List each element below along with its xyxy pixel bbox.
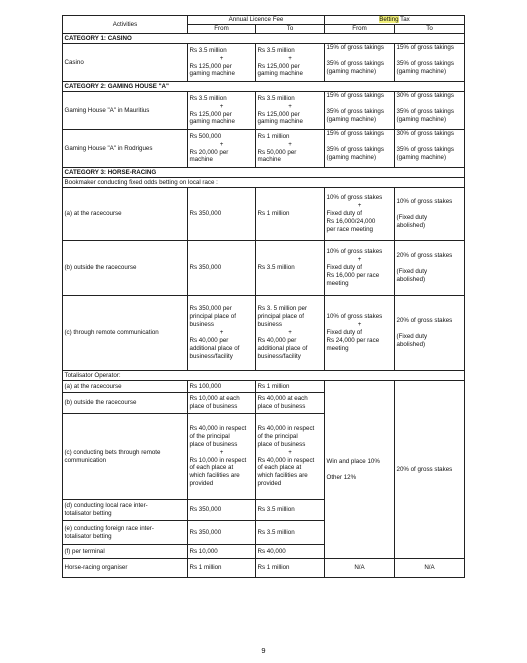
activity-label: Gaming House "A" in Mauritius xyxy=(63,92,188,130)
table-row xyxy=(63,44,465,82)
cell-line: gaming machine xyxy=(257,70,303,78)
cell-line: totalisator betting xyxy=(64,532,112,540)
tax-from-cell: N/A xyxy=(325,559,395,578)
cell-line: Rs 3. 5 million per xyxy=(257,305,308,313)
cell-line: business/facility xyxy=(189,352,233,360)
activity-label: (a) at the racecourse xyxy=(63,188,188,241)
cell-line: 35% of gross takings xyxy=(396,59,454,67)
activity-label xyxy=(63,521,188,545)
fee-to-cell: Rs 1 million xyxy=(256,381,325,393)
fee-from-cell: Rs 350,000 xyxy=(188,241,256,296)
cell-line: Rs 16,000/24,000 xyxy=(326,217,376,225)
cell-line: Rs 16,000 per race xyxy=(326,271,380,279)
cell-line: (Fixed duty xyxy=(396,214,428,222)
cell-line: (d) conducting local race inter- xyxy=(64,502,148,510)
betting-highlight: Betting xyxy=(379,16,399,24)
cell-line: Rs 3.5 million xyxy=(257,46,295,54)
cell-line: Rs 40,000 in respect xyxy=(257,456,315,464)
cell-line: place of business xyxy=(257,440,306,448)
cell-line: Fixed duty of xyxy=(326,210,362,218)
table-row xyxy=(63,381,465,393)
cell-line: provided xyxy=(189,480,214,488)
table-row xyxy=(63,92,465,130)
tax-to-cell xyxy=(395,92,465,130)
cell-line: Rs 24,000 per race xyxy=(326,336,380,344)
page-number: 9 xyxy=(261,646,266,655)
cell-line: 35% of gross takings xyxy=(326,59,384,67)
cell-line: (gaming machine) xyxy=(326,153,377,161)
cell-line: Rs 40,000 in respect xyxy=(257,424,315,432)
fee-from-cell: Rs 350,000 xyxy=(188,188,256,241)
cell-line: abolished) xyxy=(396,340,426,348)
fee-from-cell xyxy=(188,296,256,371)
subheading-row xyxy=(63,371,465,381)
cell-line: provided xyxy=(257,480,282,488)
tax-from-cell xyxy=(325,92,395,130)
cell-line: Rs 3.5 million xyxy=(189,94,227,102)
cell-line: additional place of xyxy=(257,344,308,352)
fee-from-header: From xyxy=(188,25,256,34)
cell-line: 15% of gross takings xyxy=(396,44,454,51)
cell-line: 15% of gross takings xyxy=(326,92,384,99)
category-gaming-house: CATEGORY 2: GAMING HOUSE "A" xyxy=(63,82,465,92)
cell-line: 10% of gross stakes xyxy=(326,313,383,321)
subheading-row xyxy=(63,178,465,188)
fee-from-cell xyxy=(188,44,256,82)
cell-line: business xyxy=(257,321,282,329)
cell-line: of the principal xyxy=(189,432,230,440)
cell-line: Rs 40,000 at each xyxy=(257,395,308,403)
cell-line: Rs 1 million xyxy=(257,132,290,140)
cell-line: Fixed duty of xyxy=(326,329,362,337)
fee-from-cell xyxy=(188,130,256,168)
cell-line: Rs 3.5 million xyxy=(189,46,227,54)
licence-fee-header: Annual Licence Fee xyxy=(188,16,325,25)
tax-to-cell: N/A xyxy=(395,559,465,578)
tax-from-header: From xyxy=(325,25,395,34)
tax-from-cell xyxy=(325,130,395,168)
betting-tax-header xyxy=(325,16,465,25)
cell-line: + xyxy=(288,102,292,110)
cell-line: + xyxy=(288,54,292,62)
cell-line: Other 12% xyxy=(326,473,357,481)
totalisator-heading: Totalisator Operator: xyxy=(63,371,465,381)
activities-header: Activities xyxy=(63,16,188,34)
cell-line: Rs 10,000 at each xyxy=(189,395,240,403)
fee-from-cell xyxy=(188,393,256,414)
fee-from-cell: Rs 350,000 xyxy=(188,500,256,521)
activity-label: Horse-racing organiser xyxy=(63,559,188,578)
cell-line: Rs 50,000 per xyxy=(257,148,297,156)
cell-line: 30% of gross takings xyxy=(396,130,454,137)
cell-line: Win and place 10% xyxy=(326,457,380,465)
cell-line: place of business xyxy=(189,440,238,448)
fee-to-cell xyxy=(256,414,325,500)
cell-line: Rs 40,000 per xyxy=(257,336,297,344)
category-horse-racing: CATEGORY 3: HORSE-RACING xyxy=(63,168,465,178)
cell-line: Rs 40,000 in respect xyxy=(189,424,247,432)
cell-line: principal place of xyxy=(189,313,236,321)
cell-line: Rs 350,000 per xyxy=(189,305,232,313)
activity-label: Gaming House "A" in Rodrigues xyxy=(63,130,188,168)
cell-line: 15% of gross takings xyxy=(326,130,384,137)
cell-line: Rs 125,000 per xyxy=(189,110,232,118)
table-row xyxy=(63,130,465,168)
cell-line: + xyxy=(219,140,224,148)
fee-to-cell: Rs 3.5 million xyxy=(256,521,325,545)
cell-line: of each place at xyxy=(189,464,234,472)
table-row xyxy=(63,241,465,296)
cell-line: of each place at xyxy=(257,464,302,472)
cell-line: + xyxy=(357,202,362,210)
tax-from-cell xyxy=(325,241,395,296)
tax-from-cell xyxy=(325,188,395,241)
tax-from-cell xyxy=(325,44,395,82)
cell-line: + xyxy=(219,448,224,456)
fee-from-cell xyxy=(188,414,256,500)
cell-line: (Fixed duty xyxy=(396,268,428,276)
tax-to-cell xyxy=(395,44,465,82)
cell-line: 10% of gross stakes xyxy=(326,194,383,202)
activity-label: (b) outside the racecourse xyxy=(63,393,188,414)
tax-from-cell xyxy=(325,296,395,371)
cell-line: + xyxy=(288,140,292,148)
cell-line: 10% of gross stakes xyxy=(326,248,383,256)
cell-line: + xyxy=(357,256,362,264)
cell-line: business xyxy=(189,321,214,329)
category-row xyxy=(63,82,465,92)
cell-line: 35% of gross takings xyxy=(326,107,384,115)
cell-line: (c) conducting bets through remote xyxy=(64,448,161,456)
fee-to-cell: Rs 3.5 million xyxy=(256,500,325,521)
cell-line: principal place of xyxy=(257,313,304,321)
cell-line: (e) conducting foreign race inter- xyxy=(64,524,154,532)
cell-line: additional place of xyxy=(189,344,240,352)
licence-fee-table xyxy=(62,15,465,578)
cell-line: (gaming machine) xyxy=(326,115,377,123)
cell-line: Rs 10,000 in respect xyxy=(189,456,247,464)
tax-word: Tax xyxy=(398,16,410,24)
category-casino: CATEGORY 1: CASINO xyxy=(63,34,465,44)
cell-line: 35% of gross takings xyxy=(326,145,384,153)
cell-line: communication xyxy=(64,456,107,464)
cell-line: totalisator betting xyxy=(64,510,112,517)
fee-to-cell: Rs 40,000 xyxy=(256,545,325,559)
activity-label xyxy=(63,500,188,521)
fee-to-cell xyxy=(256,92,325,130)
activity-label: (c) through remote communication xyxy=(63,296,188,371)
cell-line: Rs 20,000 per xyxy=(189,148,229,156)
cell-line: + xyxy=(219,102,224,110)
cell-line: which facilities are xyxy=(189,472,240,480)
activity-label: (b) outside the racecourse xyxy=(63,241,188,296)
cell-line: business/facility xyxy=(257,352,301,360)
cell-line: Rs 125,000 per xyxy=(189,62,232,70)
cell-line: + xyxy=(219,54,224,62)
cell-line: + xyxy=(288,448,292,456)
category-row xyxy=(63,34,465,44)
activity-label: (a) at the racecourse xyxy=(63,381,188,393)
cell-line: 35% of gross takings xyxy=(396,145,454,153)
bookmaker-heading: Bookmaker conducting fixed odds betting on local race : xyxy=(63,178,465,188)
category-row xyxy=(63,168,465,178)
cell-line: machine xyxy=(189,156,213,164)
cell-line: which facilities are xyxy=(257,472,308,480)
fee-from-cell: Rs 10,000 xyxy=(188,545,256,559)
fee-to-header: To xyxy=(256,25,325,34)
tax-to-cell xyxy=(395,296,465,371)
activity-label: Casino xyxy=(63,44,188,82)
cell-line: abolished) xyxy=(396,275,426,283)
cell-line: (gaming machine) xyxy=(326,67,377,75)
tax-to-cell xyxy=(395,188,465,241)
cell-line: + xyxy=(357,321,362,329)
cell-line: meeting xyxy=(326,279,349,287)
cell-line: 15% of gross takings xyxy=(326,44,384,51)
cell-line: machine xyxy=(257,156,281,164)
cell-line: (gaming machine) xyxy=(396,153,447,161)
activity-label xyxy=(63,414,188,500)
cell-line: Rs 125,000 per xyxy=(257,62,300,70)
cell-line: meeting xyxy=(326,344,349,352)
fee-from-cell xyxy=(188,92,256,130)
totalisator-tax-from-cell xyxy=(325,381,395,559)
cell-line: + xyxy=(288,329,292,337)
cell-line: (gaming machine) xyxy=(396,67,447,75)
cell-line: gaming machine xyxy=(189,70,235,78)
cell-line: gaming machine xyxy=(257,118,303,126)
cell-line: gaming machine xyxy=(189,118,235,126)
cell-line: 30% of gross takings xyxy=(396,92,454,99)
cell-line: of the principal xyxy=(257,432,298,440)
cell-line: Rs 500,000 xyxy=(189,132,222,140)
cell-line: 20% of gross stakes xyxy=(396,252,453,260)
cell-line: 35% of gross takings xyxy=(396,107,454,115)
activity-label: (f) per terminal xyxy=(63,545,188,559)
cell-line: (Fixed duty xyxy=(396,333,428,341)
fee-to-cell xyxy=(256,393,325,414)
header-row-1 xyxy=(63,16,465,25)
fee-from-cell: Rs 1 million xyxy=(188,559,256,578)
fee-from-cell: Rs 350,000 xyxy=(188,521,256,545)
fee-to-cell xyxy=(256,44,325,82)
cell-line: place of business xyxy=(189,403,238,410)
cell-line: (gaming machine) xyxy=(396,115,447,123)
cell-line: Rs 3.5 million xyxy=(257,94,295,102)
tax-to-cell xyxy=(395,241,465,296)
cell-line: per race meeting xyxy=(326,225,373,233)
fee-to-cell: Rs 3.5 million xyxy=(256,241,325,296)
fee-to-cell: Rs 1 million xyxy=(256,188,325,241)
fee-to-cell xyxy=(256,130,325,168)
cell-line: 10% of gross stakes xyxy=(396,198,453,206)
fee-to-cell xyxy=(256,296,325,371)
totalisator-tax-to-cell: 20% of gross stakes xyxy=(395,381,465,559)
tax-to-header: To xyxy=(395,25,465,34)
cell-line: place of business xyxy=(257,403,306,410)
cell-line: Rs 40,000 per xyxy=(189,336,229,344)
cell-line: 20% of gross stakes xyxy=(396,317,453,325)
tax-to-cell xyxy=(395,130,465,168)
table-row xyxy=(63,559,465,578)
cell-line: + xyxy=(219,329,224,337)
table-row xyxy=(63,188,465,241)
table-row xyxy=(63,296,465,371)
cell-line: Rs 125,000 per xyxy=(257,110,300,118)
cell-line: Fixed duty of xyxy=(326,264,362,272)
fee-to-cell: Rs 1 million xyxy=(256,559,325,578)
cell-line: abolished) xyxy=(396,221,426,229)
fee-from-cell: Rs 100,000 xyxy=(188,381,256,393)
